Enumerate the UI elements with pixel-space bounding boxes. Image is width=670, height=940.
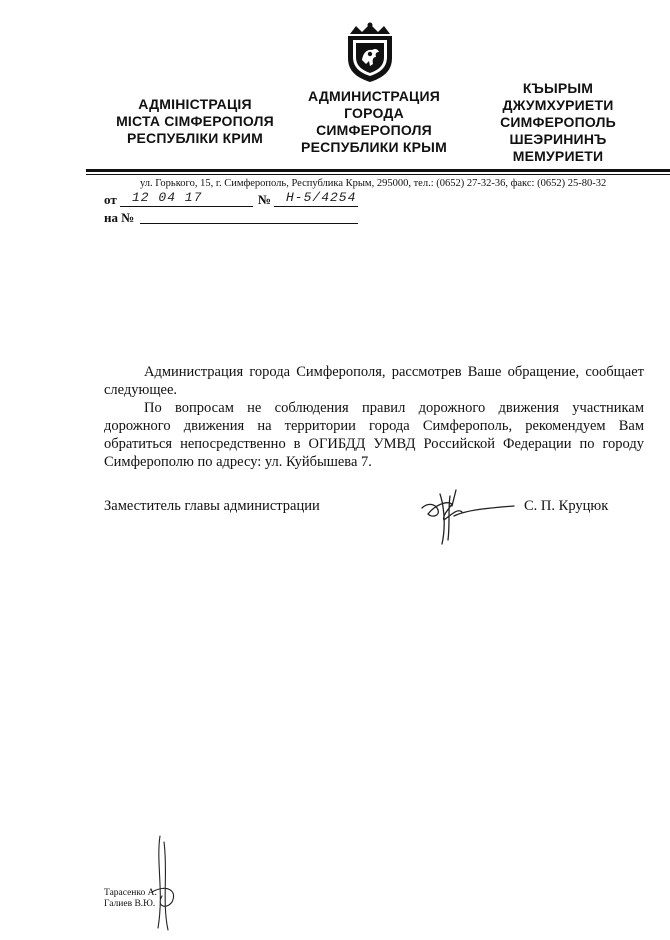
body-paragraph	[104, 363, 644, 471]
header-right-line: МЕМУРИЕТИ	[512, 148, 604, 164]
header-right-line: ШЕЭРИНИНЪ	[509, 131, 607, 147]
from-date-label: от	[104, 192, 117, 207]
reply-underline	[140, 223, 358, 224]
signatory-position: Заместитель главы администрации	[104, 498, 320, 514]
header-rule-thick	[86, 169, 670, 172]
header-left-line: РЕСПУБЛІКИ КРИМ	[126, 130, 264, 146]
header-right-block	[478, 80, 638, 165]
signatory-name: С. П. Круцюк	[524, 498, 609, 514]
executor-name: Галиев В.Ю.	[104, 899, 156, 909]
executor-name: Тарасенко А.	[104, 888, 157, 898]
header-right-line: КЪЫРЫМ	[522, 80, 594, 96]
header-center-line: ГОРОДА	[344, 105, 404, 121]
coat-of-arms-emblem	[342, 20, 398, 84]
header-rule-thin	[86, 174, 670, 175]
header-center-line: СИМФЕРОПОЛЯ	[316, 122, 432, 138]
date-underline	[120, 206, 253, 207]
header-right-line: ДЖУМХУРИЕТИ	[502, 97, 614, 113]
header-center-line: АДМИНИСТРАЦИЯ	[308, 88, 440, 104]
header-center-block	[290, 88, 458, 156]
header-left-block	[100, 96, 290, 147]
address-line: ул. Горького, 15, г. Симферополь, Республика Крым, 295000, тел.: (0652) 27-32-36, факс: (0652) 25-80-32	[140, 178, 607, 189]
registration-date: 12 04 17	[132, 190, 203, 205]
header-left-line: МІСТА СІМФЕРОПОЛЯ	[116, 113, 274, 129]
number-underline	[274, 206, 358, 207]
header-right-line: СИМФЕРОПОЛЬ	[500, 114, 616, 130]
handwritten-signature	[418, 486, 518, 548]
reply-to-label: на №	[104, 210, 135, 225]
body-paragraph-main: По вопросам не соблюдения правил дорожного движения участникам дорожного движения на территории города Симферополь, рекомендуем Вам обратиться непосредственно в ОГИБДД УМВД Российской Федерации по городу Симферополю по адресу: ул. Куйбышева 7.	[104, 400, 644, 470]
number-label: №	[258, 192, 272, 207]
executor-initials-mark	[142, 832, 192, 932]
body-paragraph-intro: Администрация города Симферополя, рассмотрев Ваше обращение, сообщает следующее.	[104, 364, 644, 398]
header-center-line: РЕСПУБЛИКИ КРЫМ	[301, 139, 447, 155]
registration-number: Н-5/4254	[286, 190, 357, 205]
executors-block	[104, 888, 157, 910]
header-left-line: АДМІНІСТРАЦІЯ	[138, 96, 252, 112]
